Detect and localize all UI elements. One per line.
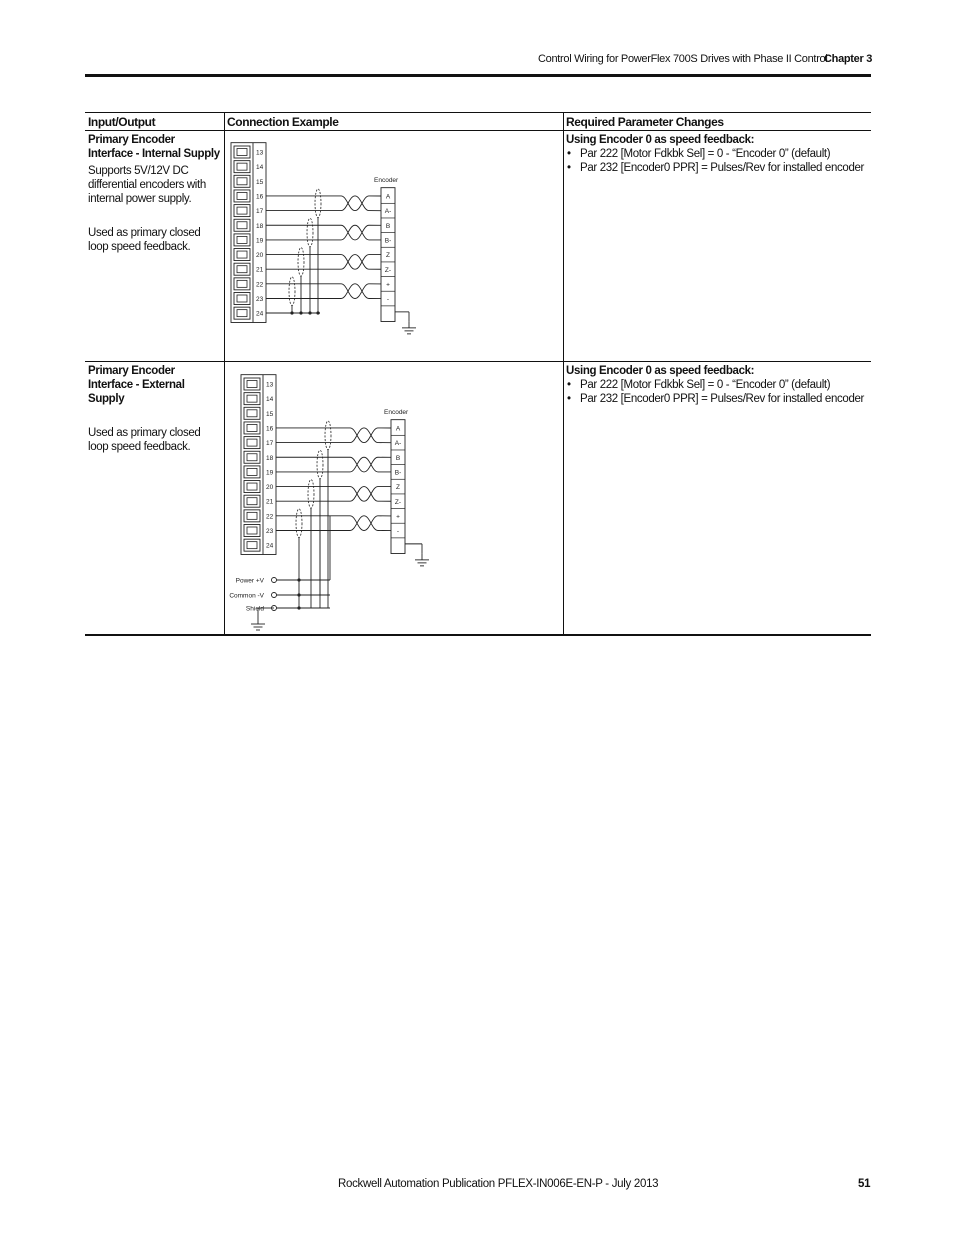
- terminal-number: 17: [266, 440, 274, 448]
- terminal-number: 18: [266, 454, 274, 462]
- twisted-pair-symbol: [350, 428, 378, 443]
- encoder-label: Encoder: [374, 177, 399, 184]
- encoder-pin-label: A-: [384, 208, 392, 216]
- column-header-connection-example: Connection Example: [227, 115, 339, 129]
- supply-terminal-label: Power +V: [235, 577, 264, 585]
- terminal-screw: [244, 378, 260, 390]
- supply-terminal-label: Common -V: [229, 592, 264, 600]
- terminal-screw: [244, 451, 260, 463]
- encoder-pin-label: Z-: [394, 498, 402, 506]
- terminal-number: 15: [256, 178, 264, 186]
- encoder-pin-label: Z: [386, 252, 390, 260]
- running-header-title: Control Wiring for PowerFlex 700S Drives with Phase II Control: [538, 53, 828, 65]
- terminal-number: 23: [256, 296, 264, 303]
- encoder-pin-label: B: [385, 222, 391, 230]
- row2-io-usage: Used as primary closed loop speed feedback.: [88, 427, 201, 453]
- supply-terminal: [272, 593, 277, 598]
- terminal-screw: [244, 393, 260, 405]
- terminal-screw: [244, 510, 260, 522]
- terminal-screw-head: [247, 439, 257, 446]
- running-header-chapter: Chapter 3: [824, 53, 873, 65]
- twisted-pair-symbol: [350, 457, 378, 472]
- cable-shield-symbol: [308, 480, 314, 509]
- terminal-number: 14: [266, 396, 274, 404]
- terminal-screw-head: [247, 410, 257, 417]
- encoder-pin-label: B-: [384, 237, 392, 245]
- twisted-pair-symbol: [350, 487, 378, 502]
- row2-param-bullet: • Par 232 [Encoder0 PPR] = Pulses/Rev for installed encoder: [566, 392, 866, 406]
- terminal-screw-head: [247, 468, 257, 475]
- terminal-number: 19: [256, 237, 264, 245]
- page-number: 51: [858, 1178, 871, 1190]
- terminal-number: 21: [266, 498, 274, 506]
- terminal-number: 24: [266, 542, 274, 550]
- row2-params-heading: Using Encoder 0 as speed feedback:: [566, 365, 755, 377]
- row1-param-bullet: • Par 232 [Encoder0 PPR] = Pulses/Rev for installed encoder: [566, 161, 866, 175]
- terminal-screw-head: [247, 381, 257, 388]
- row1-io-usage: Used as primary closed loop speed feedback.: [88, 227, 201, 253]
- terminal-screw: [244, 481, 260, 493]
- row1-params-heading: Using Encoder 0 as speed feedback:: [566, 134, 755, 146]
- supply-terminal: [272, 578, 277, 583]
- column-header-input-output: Input/Output: [88, 115, 156, 129]
- terminal-number: 20: [256, 252, 264, 260]
- terminal-number: 21: [256, 266, 264, 274]
- terminal-screw: [244, 539, 260, 551]
- terminal-number: 13: [266, 381, 274, 389]
- terminal-screw-head: [247, 395, 257, 402]
- terminal-number: 24: [256, 310, 264, 318]
- encoder-label: Encoder: [384, 409, 409, 416]
- encoder-pin-label: Z: [396, 484, 400, 492]
- terminal-screw: [244, 437, 260, 449]
- junction-dot: [297, 578, 300, 581]
- terminal-number: 19: [266, 469, 274, 477]
- terminal-number: 20: [266, 484, 274, 492]
- terminal-screw-head: [247, 512, 257, 519]
- cable-shield-symbol: [296, 509, 302, 538]
- column-header-parameter-changes: Required Parameter Changes: [566, 115, 724, 129]
- twisted-pair-symbol: [350, 428, 378, 443]
- terminal-screw: [244, 495, 260, 507]
- terminal-number: 16: [256, 193, 264, 201]
- terminal-number: 23: [266, 528, 274, 535]
- terminal-screw: [244, 466, 260, 478]
- terminal-number: 14: [256, 164, 264, 172]
- supply-terminal-label: Shield: [245, 605, 264, 613]
- encoder-pin-label: A: [385, 193, 391, 201]
- junction-dot: [297, 593, 300, 596]
- encoder-pin-label: -: [386, 296, 390, 304]
- twisted-pair-symbol: [350, 457, 378, 472]
- row1-io-title: Primary Encoder Interface - Internal Supply: [88, 134, 220, 160]
- terminal-screw: [244, 422, 260, 434]
- terminal-screw: [244, 525, 260, 537]
- twisted-pair-symbol: [350, 487, 378, 502]
- encoder-pin-label: B-: [394, 469, 402, 477]
- terminal-screw-head: [247, 483, 257, 490]
- terminal-number: 22: [266, 513, 274, 521]
- terminal-screw: [244, 407, 260, 419]
- row1-param-bullet: • Par 222 [Motor Fdkbk Sel] = 0 - “Encoder 0” (default): [566, 147, 866, 161]
- terminal-number: 22: [256, 281, 264, 289]
- row2-param-bullet: • Par 222 [Motor Fdkbk Sel] = 0 - “Encoder 0” (default): [566, 378, 866, 392]
- encoder-pin-label: +: [396, 513, 400, 521]
- terminal-number: 18: [256, 222, 264, 230]
- encoder-pin-label: +: [386, 281, 390, 289]
- terminal-screw-head: [247, 498, 257, 505]
- encoder-pin-label: -: [396, 528, 400, 536]
- cable-shield-symbol: [325, 421, 331, 450]
- encoder-pin-label: A: [395, 425, 401, 433]
- row1-io-description: Supports 5V/12V DC differential encoders with internal power supply.: [88, 165, 206, 205]
- encoder-pin-label: B: [395, 454, 401, 462]
- terminal-screw-head: [247, 424, 257, 431]
- footer-publication: Rockwell Automation Publication PFLEX-IN006E-EN-P - July 2013: [338, 1178, 659, 1190]
- terminal-number: 15: [266, 410, 274, 418]
- encoder-pin-label: Z-: [384, 266, 392, 274]
- row2-io-title: Primary Encoder Interface - External Supply: [88, 365, 185, 405]
- cable-shield-symbol: [317, 450, 323, 479]
- terminal-screw-head: [247, 454, 257, 461]
- terminal-number: 17: [256, 208, 264, 216]
- terminal-screw-head: [247, 527, 257, 534]
- junction-dot: [297, 606, 300, 609]
- twisted-pair-symbol: [350, 516, 378, 531]
- encoder-pin-label: A-: [394, 440, 402, 448]
- terminal-number: 13: [256, 149, 264, 157]
- terminal-number: 16: [266, 425, 274, 433]
- twisted-pair-symbol: [350, 516, 378, 531]
- terminal-screw-head: [247, 542, 257, 549]
